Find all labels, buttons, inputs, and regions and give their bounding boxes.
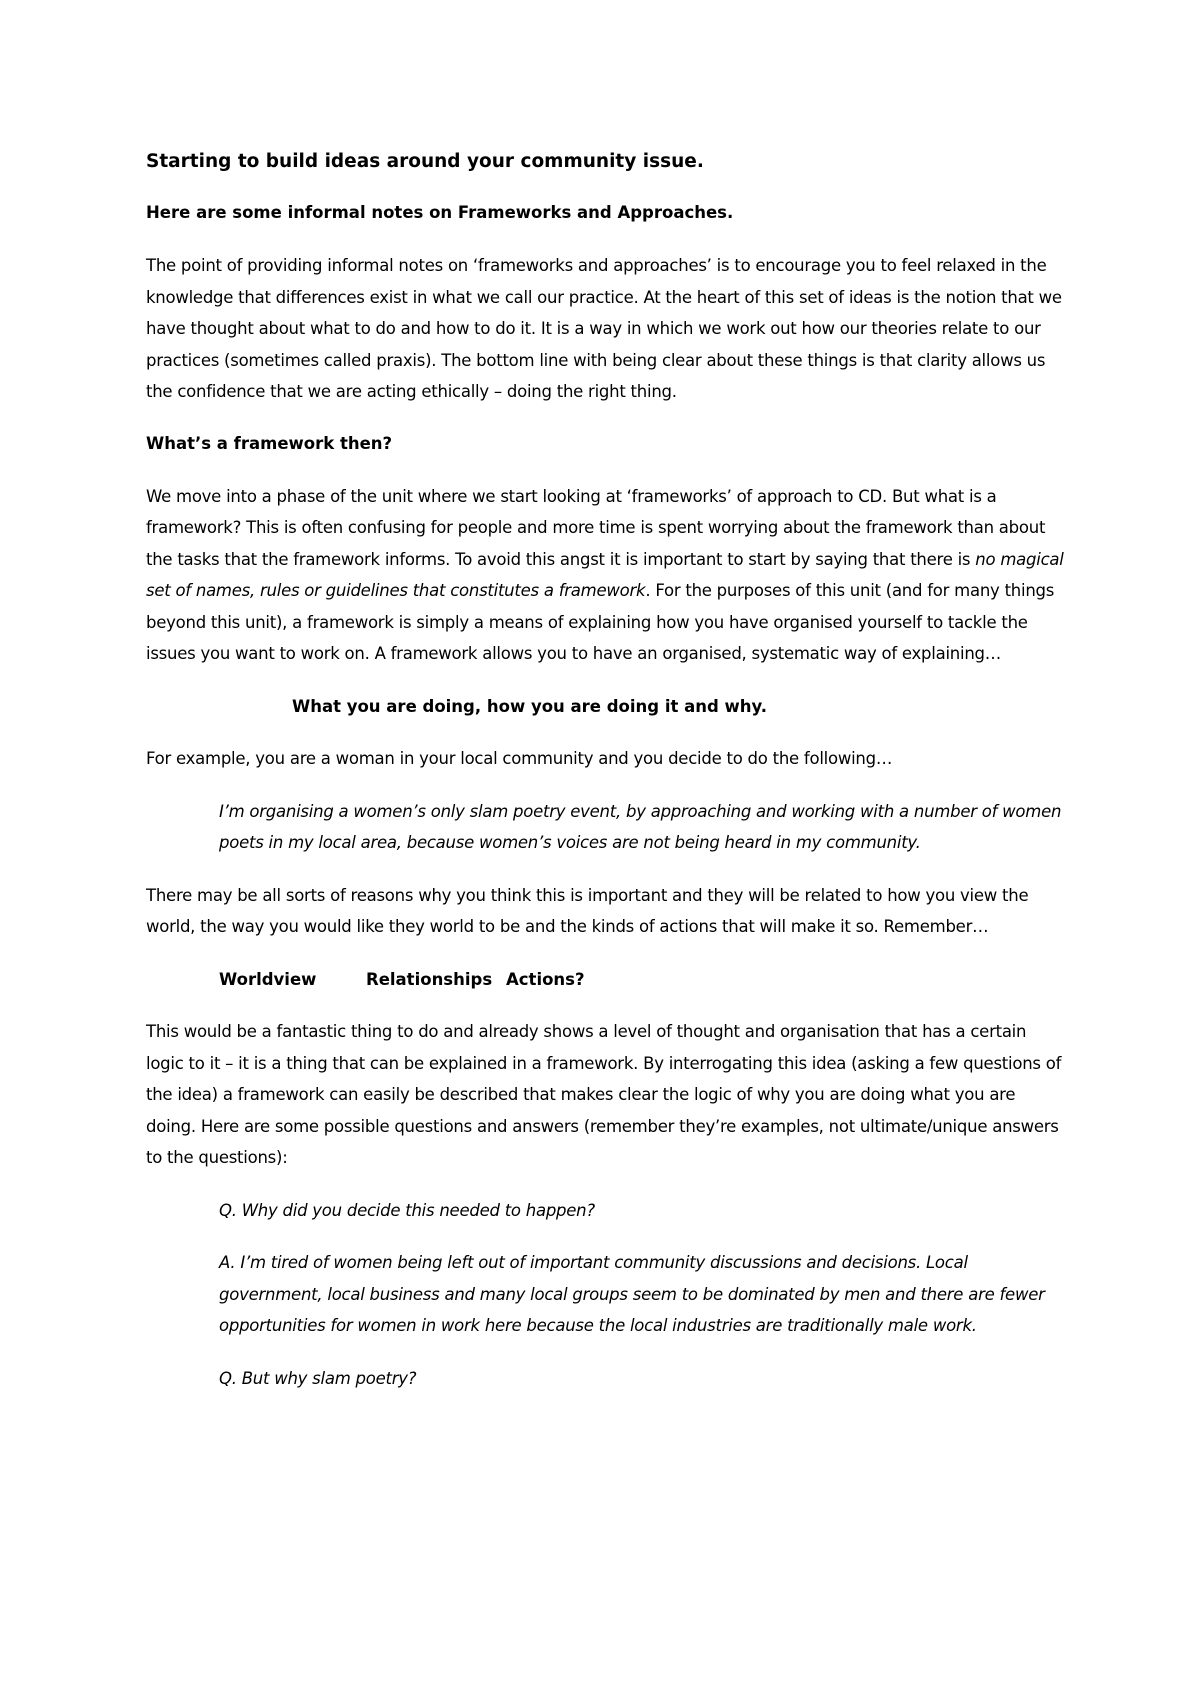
worldview-relationships-actions [219,964,1066,996]
framework-paragraph [146,481,1066,670]
qa-question-1: Q. Why did you decide this needed to happen? [219,1200,595,1220]
document-body [146,146,1066,1415]
framework-paragraph-part2: . For the purposes of this unit (and for many things beyond this unit), a framework is simply a means of explaining how you have organised yourself to tackle the issues you want to work on. A framework allows you to have an organised, systematic way of explaining… [146,581,1055,663]
worldview-label: Worldview [219,969,317,989]
framework-heading: What’s a framework then? [146,433,393,453]
qa-answer-1: A. I’m tired of women being left out of important community discussions and decisions. Local government, local business and many local groups seem to be dominated by men and there are fewer opportunities for women in work here because the local industries are traditionally male work. [219,1253,1045,1335]
actions-label: Actions? [506,969,585,989]
intro-paragraph: The point of providing informal notes on ‘frameworks and approaches’ is to encourage you to feel relaxed in the knowledge that differences exist in what we call our practice. At the heart of this set of ideas is the notion that we have thought about what to do and how to do it. It is a way in which we work out how our theories relate to our practices (sometimes called praxis). The bottom line with being clear about these things is that clarity allows us the confidence that we are acting ethically – doing the right thing. [146,256,1062,401]
what-how-why-line: What you are doing, how you are doing it and why. [292,696,768,716]
example-intro: For example, you are a woman in your local community and you decide to do the following… [146,749,893,768]
reasons-paragraph: There may be all sorts of reasons why you think this is important and they will be related to how you view the world, the way you would like they world to be and the kinds of actions that will make it so. Remember… [146,885,1029,936]
document-subtitle: Here are some informal notes on Frameworks and Approaches. [146,203,734,222]
relationships-label: Relationships [366,969,493,989]
fantastic-paragraph: This would be a fantastic thing to do and already shows a level of thought and organisation that has a certain logic to it – it is a thing that can be explained in a framework. By interrogating this idea (asking a few questions of the idea) a framework can easily be described that makes clear the logic of why you are doing what you are doing. Here are some possible questions and answers (remember they’re examples, not ultimate/unique answers to the questions): [146,1022,1062,1167]
document-title: Starting to build ideas around your community issue. [146,151,704,172]
framework-paragraph-italic: no magical set of names, rules or guidelines that constitutes a framework [146,549,1064,600]
example-quote: I’m organising a women’s only slam poetry event, by approaching and working with a number of women poets in my local area, because women’s voices are not being heard in my community. [219,801,1062,852]
framework-paragraph-part1: We move into a phase of the unit where we start looking at ‘frameworks’ of approach to CD. But what is a framework? This is often confusing for people and more time is spent worrying about the framework than about the tasks that the framework informs. To avoid this angst it is important to start by saying that there is [146,486,1046,569]
qa-question-2: Q. But why slam poetry? [219,1368,417,1388]
